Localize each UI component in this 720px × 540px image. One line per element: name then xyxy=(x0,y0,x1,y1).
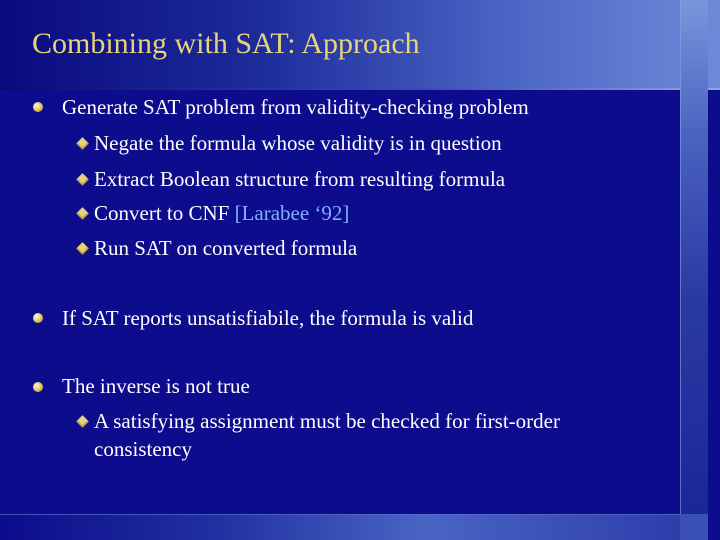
corner-block xyxy=(680,514,708,540)
bottom-decorative-bar xyxy=(0,514,708,540)
sub-bullet-text xyxy=(94,200,349,226)
slide-title: Combining with SAT: Approach xyxy=(32,27,420,60)
sub-bullet-main-text: Convert to CNF xyxy=(94,201,235,225)
bullet-text: Generate SAT problem from validity-checking problem xyxy=(62,95,529,119)
bullet-text: If SAT reports unsatisfiabile, the formula is valid xyxy=(62,306,474,330)
sub-bullet-text: Negate the formula whose validity is in question xyxy=(94,131,502,155)
citation: [Larabee ‘92] xyxy=(234,201,350,225)
title-divider xyxy=(0,88,720,90)
gold-diamond-bullet-icon xyxy=(76,207,89,220)
bottom-bar-edge xyxy=(0,514,708,515)
right-decorative-bar xyxy=(680,0,708,540)
bullet-text: The inverse is not true xyxy=(62,374,250,398)
sub-bullet-text: Extract Boolean structure from resulting formula xyxy=(94,167,506,191)
gold-diamond-bullet-icon xyxy=(76,242,89,255)
sub-bullet-text: A satisfying assignment must be checked for first-order xyxy=(94,409,560,433)
right-bar-edge xyxy=(680,0,681,540)
gold-diamond-bullet-icon xyxy=(76,137,89,150)
gold-sphere-bullet-icon xyxy=(33,313,43,323)
gold-diamond-bullet-icon xyxy=(76,415,89,428)
gold-diamond-bullet-icon xyxy=(76,173,89,186)
gold-sphere-bullet-icon xyxy=(33,382,43,392)
sub-bullet-text: Run SAT on converted formula xyxy=(94,236,358,260)
sub-bullet-text-continuation: consistency xyxy=(94,437,192,461)
gold-sphere-bullet-icon xyxy=(33,102,43,112)
